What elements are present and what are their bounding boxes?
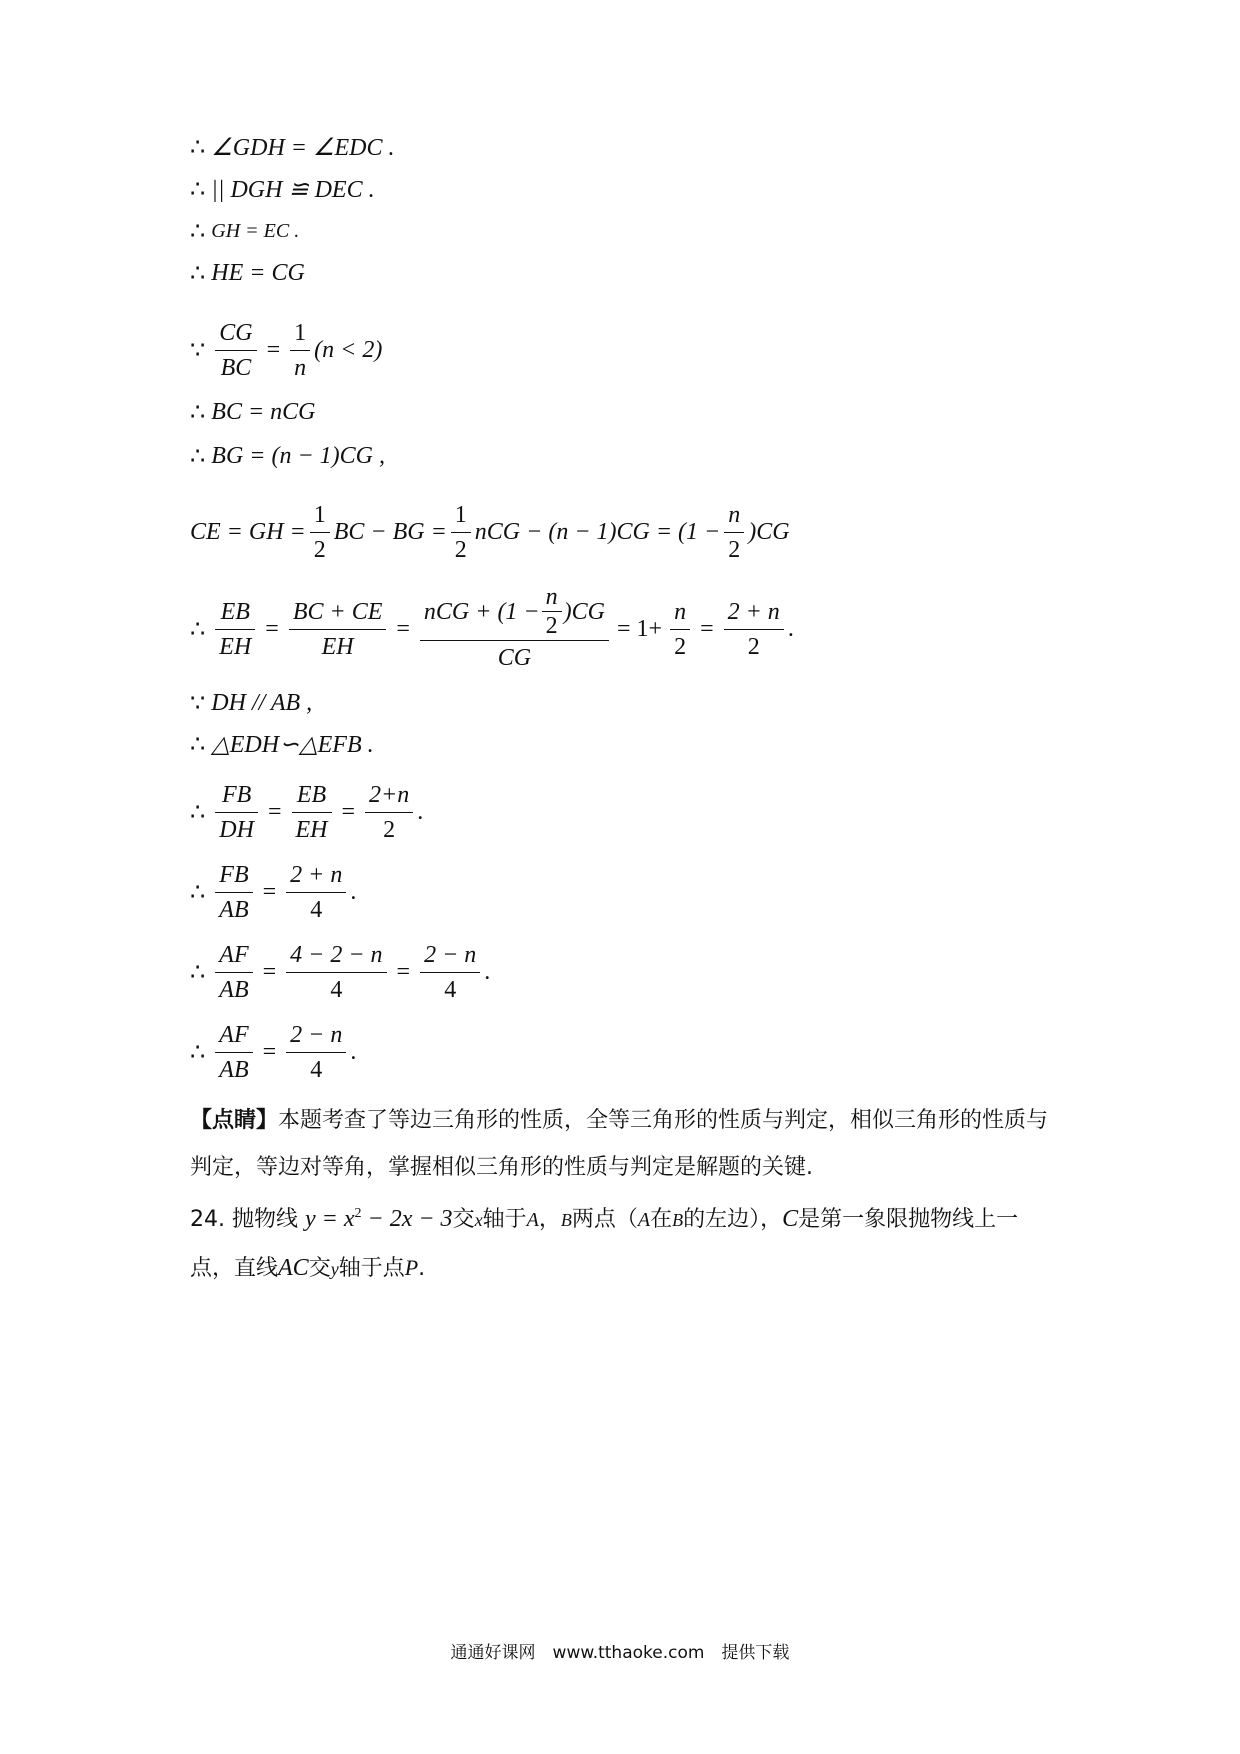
fraction: $\frac{2 - n}{4}$: [286, 1020, 346, 1085]
proof-text: BC = nCG: [211, 399, 316, 425]
fraction: $\frac{n}{2}$: [670, 597, 690, 662]
therefore-symbol: ∴: [190, 880, 206, 906]
proof-line-12: ∴ $\frac{FB}{DH}$ = $\frac{EB}{EH}$ = $\frac{2+n}{2}$ .: [190, 782, 424, 843]
proof-line-14: ∴ $\frac{AF}{AB}$ = $\frac{4 - 2 - n}{4}$ = $\frac{2 - n}{4}$ .: [190, 942, 491, 1003]
proof-line-15: ∴ $\frac{AF}{AB}$ = $\frac{2 - n}{4}$ .: [190, 1022, 357, 1083]
therefore-symbol: ∴: [190, 400, 206, 426]
proof-line-9: ∴ $\frac{EB}{EH}$ = $\frac{BC + CE}{EH}$ = nCG + (1 − $\frac{n}{2}$ )CG CG = 1+ $\frac{n}{2}$ = $\frac{2 + n}{2}$ .: [190, 584, 794, 671]
proof-text: ∠GDH = ∠EDC .: [211, 135, 395, 161]
fraction: $\frac{4 - 2 - n}{4}$: [286, 940, 386, 1005]
comment-label: 【点睛】: [190, 1108, 279, 1133]
proof-line-1: [190, 133, 395, 162]
comment-text: 本题考查了等边三角形的性质，全等三角形的性质与判定，相似三角形的性质与判定，等边对等角，掌握相似三角形的性质与判定是解题的关键.: [190, 1108, 1049, 1180]
parabola-equation: $y = x^2 - 2x - 3$: [305, 1206, 453, 1232]
fraction: $\frac{CG}{BC}$: [215, 318, 256, 383]
problem-24: 24. 抛物线 $y = x^2 - 2x - 3$交x轴于A，B两点（A在B的左边），C是第一象限抛物线上一 点，直线AC交y轴于点P.: [190, 1206, 1019, 1281]
proof-line-8: CE = GH = $\frac{1}{2}$ BC − BG = $\frac{1}{2}$ nCG − (n − 1)CG = (1 − $\frac{n}{2}$ )CG: [190, 502, 790, 563]
fraction: $\frac{AF}{AB}$: [215, 1020, 252, 1085]
key-point-comment: [190, 1097, 1060, 1191]
because-symbol: ∵: [190, 691, 206, 717]
fraction: $\frac{1}{n}$: [290, 318, 310, 383]
therefore-symbol: ∴: [190, 800, 206, 826]
problem-number: 24.: [190, 1207, 225, 1232]
proof-text: △EDH∽△EFB .: [211, 732, 374, 758]
proof-line-10: [190, 689, 312, 718]
fraction: $\frac{FB}{AB}$: [215, 860, 252, 925]
proof-line-13: ∴ $\frac{FB}{AB}$ = $\frac{2 + n}{4}$ .: [190, 862, 357, 923]
proof-text: BG = (n − 1)CG ,: [211, 443, 385, 469]
fraction: $\frac{2 + n}{4}$: [286, 860, 346, 925]
proof-text: DH // AB ,: [211, 690, 313, 716]
proof-text: || DGH ≌ DEC .: [211, 177, 375, 203]
proof-line-2: [190, 175, 375, 204]
proof-line-5: ∵ $\frac{CG}{BC}$ = $\frac{1}{n}$ (n < 2): [190, 320, 383, 381]
fraction-complex: nCG + (1 − $\frac{n}{2}$ )CG CG: [420, 585, 609, 673]
fraction: $\frac{BC + CE}{EH}$: [289, 597, 387, 662]
proof-line-4: [190, 259, 305, 288]
therefore-symbol: ∴: [190, 960, 206, 986]
fraction: $\frac{1}{2}$: [310, 500, 330, 565]
fraction: $\frac{n}{2}$: [724, 500, 744, 565]
therefore-symbol: ∴: [190, 135, 206, 161]
therefore-symbol: ∴: [190, 261, 206, 287]
proof-line-3: [190, 217, 299, 246]
condition: (n < 2): [314, 337, 383, 363]
fraction: $\frac{FB}{DH}$: [215, 780, 258, 845]
proof-text: GH = EC .: [211, 220, 300, 242]
fraction: $\frac{EB}{EH}$: [215, 597, 255, 662]
page-footer: 通通好课网 www.tthaoke.com 提供下载: [450, 1643, 790, 1663]
therefore-symbol: ∴: [190, 444, 206, 470]
therefore-symbol: ∴: [190, 177, 206, 203]
fraction: $\frac{AF}{AB}$: [215, 940, 252, 1005]
therefore-symbol: ∴: [190, 219, 206, 245]
fraction: $\frac{2 + n}{2}$: [724, 597, 784, 662]
proof-line-7: [190, 442, 385, 471]
therefore-symbol: ∴: [190, 1040, 206, 1066]
proof-line-6: [190, 398, 315, 427]
therefore-symbol: ∴: [190, 616, 206, 643]
fraction: $\frac{2+n}{2}$: [365, 780, 413, 845]
therefore-symbol: ∴: [190, 732, 206, 758]
fraction: $\frac{EB}{EH}$: [292, 780, 332, 845]
proof-text: HE = CG: [211, 260, 305, 286]
fraction: $\frac{1}{2}$: [451, 500, 471, 565]
fraction: $\frac{2 - n}{4}$: [420, 940, 480, 1005]
proof-line-11: [190, 730, 374, 759]
because-symbol: ∵: [190, 338, 206, 364]
